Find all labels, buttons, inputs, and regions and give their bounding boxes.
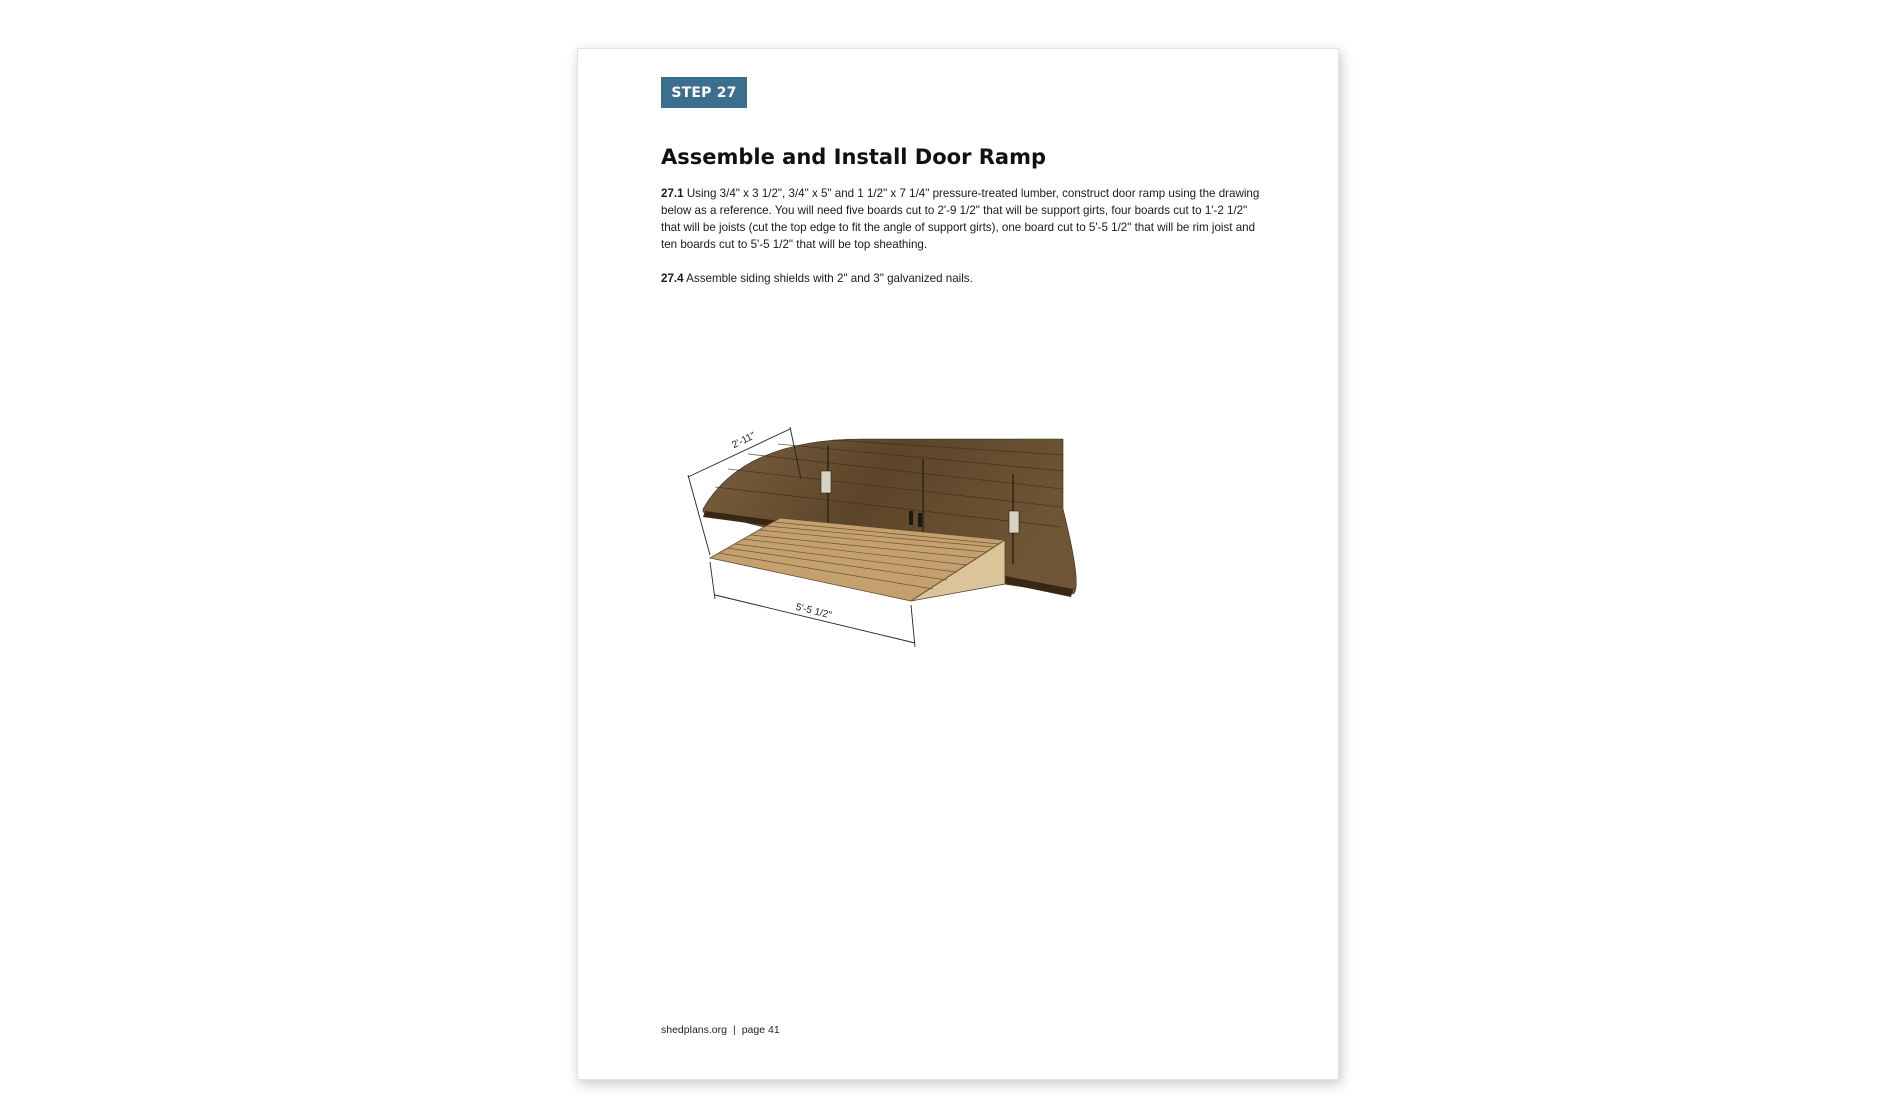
dimension-width-label: 5'-5 1/2" xyxy=(794,601,833,622)
footer-site: shedplans.org xyxy=(661,1024,727,1036)
instruction-text: Using 3/4" x 3 1/2", 3/4" x 5" and 1 1/2" x 7 1/4" pressure-treated lumber, construct door ramp using the drawing below as a reference. You will need five boards cut to 2'-9 1/2" that will be support girts, four boards cut to 1'-2 1/2" that will be joists (cut the top edge to fit the angle of support girts), one board cut to 5'-5 1/2" that will be rim joist and ten boards cut to 5'-5 1/2" that will be top sheathing. xyxy=(661,187,1260,251)
step-number: 27.1 xyxy=(661,187,684,200)
footer-page-number: page 41 xyxy=(741,1024,780,1036)
step-badge: STEP 27 xyxy=(661,77,747,108)
page-footer xyxy=(661,1024,780,1036)
step-number: 27.4 xyxy=(661,272,684,285)
document-page xyxy=(577,48,1339,1080)
door-ramp-illustration xyxy=(683,409,1183,729)
page-title: Assemble and Install Door Ramp xyxy=(661,145,1047,169)
dimension-depth-label: 2'-11" xyxy=(730,430,758,452)
instruction-text: Assemble siding shields with 2" and 3" galvanized nails. xyxy=(686,272,973,285)
footer-separator: | xyxy=(732,1024,736,1036)
instruction-paragraph xyxy=(661,270,1261,287)
instruction-paragraph xyxy=(661,185,1261,253)
